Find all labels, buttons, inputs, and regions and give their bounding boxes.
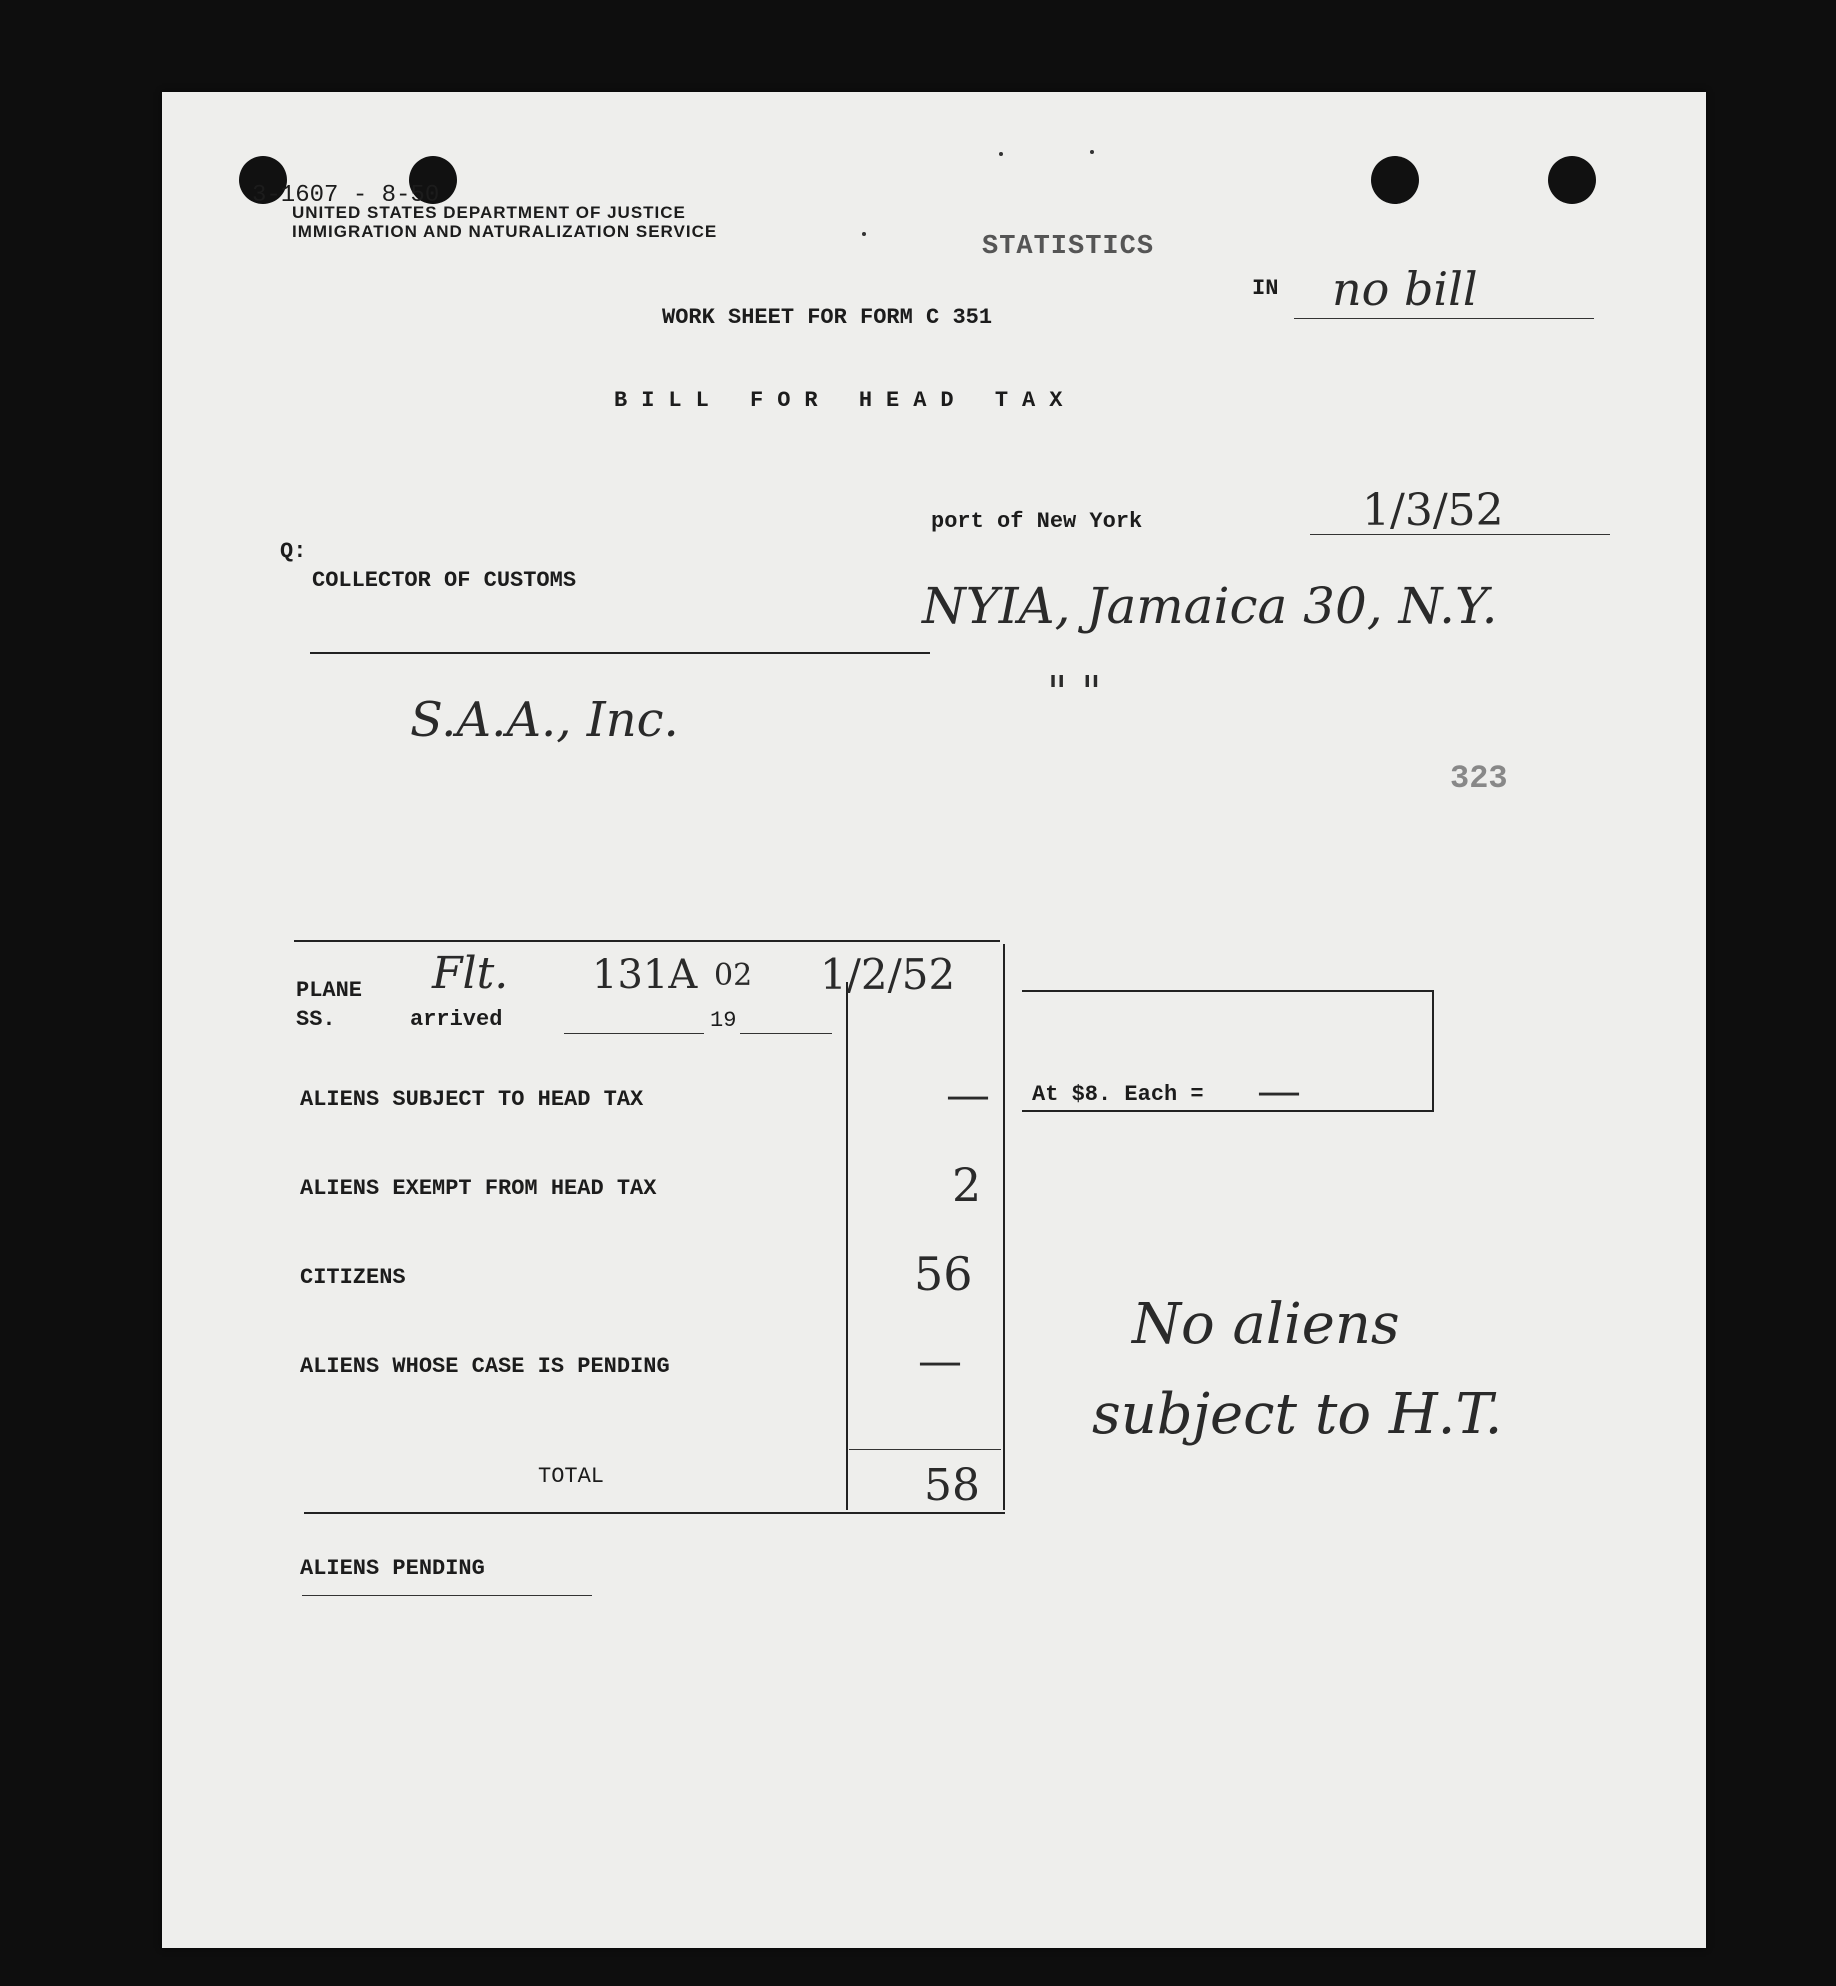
carrier-handwritten: S.A.A., Inc. bbox=[410, 692, 679, 748]
agency-line-1: UNITED STATES DEPARTMENT OF JUSTICE bbox=[292, 203, 686, 222]
row-value-subject: — bbox=[946, 1070, 990, 1121]
total-value: 58 bbox=[924, 1460, 980, 1511]
plane-label: PLANE bbox=[296, 978, 363, 1003]
collector-label: COLLECTOR OF CUSTOMS bbox=[312, 568, 577, 593]
worksheet-title: WORK SHEET FOR FORM C 351 bbox=[662, 305, 993, 330]
speck bbox=[862, 232, 866, 236]
bill-title: BILL FOR HEAD TAX bbox=[614, 388, 1077, 413]
row-value-pending: — bbox=[918, 1336, 962, 1387]
document-page bbox=[162, 92, 1706, 1948]
ditto-marks: " " bbox=[1047, 667, 1102, 718]
table-right-border bbox=[1003, 944, 1005, 1510]
tax-value: — bbox=[1257, 1066, 1301, 1117]
arrived-date-line bbox=[564, 1033, 704, 1034]
aliens-pending-label: ALIENS PENDING bbox=[300, 1556, 485, 1581]
tax-rate-label: At $8. Each = bbox=[1032, 1082, 1204, 1107]
table-bottom-rule bbox=[304, 1512, 1005, 1514]
date-underline bbox=[1310, 534, 1610, 535]
row-label-citizens: CITIZENS bbox=[300, 1265, 406, 1290]
flight-date: 1/2/52 bbox=[820, 950, 956, 999]
flight-number: 131A bbox=[592, 952, 698, 998]
note-line-2: subject to H.T. bbox=[1092, 1382, 1503, 1447]
ss-label: SS. bbox=[296, 1007, 336, 1032]
row-label-pending: ALIENS WHOSE CASE IS PENDING bbox=[300, 1354, 670, 1379]
agency-line-2: IMMIGRATION AND NATURALIZATION SERVICE bbox=[292, 222, 718, 241]
year-line bbox=[740, 1033, 832, 1034]
punch-hole-3 bbox=[1371, 156, 1419, 204]
table-top-rule bbox=[294, 940, 1000, 942]
year-prefix: 19 bbox=[710, 1008, 737, 1033]
punch-hole-4 bbox=[1548, 156, 1596, 204]
arrived-label: arrived bbox=[410, 1007, 503, 1032]
port-label: port of New York bbox=[931, 509, 1143, 534]
in-value-handwritten: no bill bbox=[1332, 262, 1478, 316]
speck bbox=[1090, 150, 1094, 154]
bill-date: 1/3/52 bbox=[1362, 485, 1504, 536]
collector-underline bbox=[310, 652, 930, 654]
statistics-stamp: STATISTICS bbox=[982, 232, 1155, 262]
flight-text: Flt. bbox=[432, 948, 509, 999]
total-rule bbox=[849, 1449, 1001, 1450]
speck bbox=[999, 152, 1003, 156]
flight-code: 02 bbox=[714, 958, 753, 993]
in-label: IN bbox=[1252, 276, 1279, 301]
to-label: Q: bbox=[280, 539, 307, 564]
form-number: 3-1607 - 8-50 bbox=[252, 182, 440, 209]
table-value-divider bbox=[846, 982, 848, 1510]
in-underline bbox=[1294, 318, 1594, 319]
total-label: TOTAL bbox=[538, 1464, 605, 1489]
row-label-exempt: ALIENS EXEMPT FROM HEAD TAX bbox=[300, 1176, 657, 1201]
note-line-1: No aliens bbox=[1132, 1292, 1400, 1357]
row-label-subject: ALIENS SUBJECT TO HEAD TAX bbox=[300, 1087, 644, 1112]
stamp-number: 323 bbox=[1450, 760, 1508, 797]
aliens-pending-underline bbox=[302, 1595, 592, 1596]
row-value-citizens: 56 bbox=[914, 1247, 973, 1301]
location-handwritten: NYIA, Jamaica 30, N.Y. bbox=[922, 577, 1498, 635]
row-value-exempt: 2 bbox=[952, 1158, 982, 1212]
